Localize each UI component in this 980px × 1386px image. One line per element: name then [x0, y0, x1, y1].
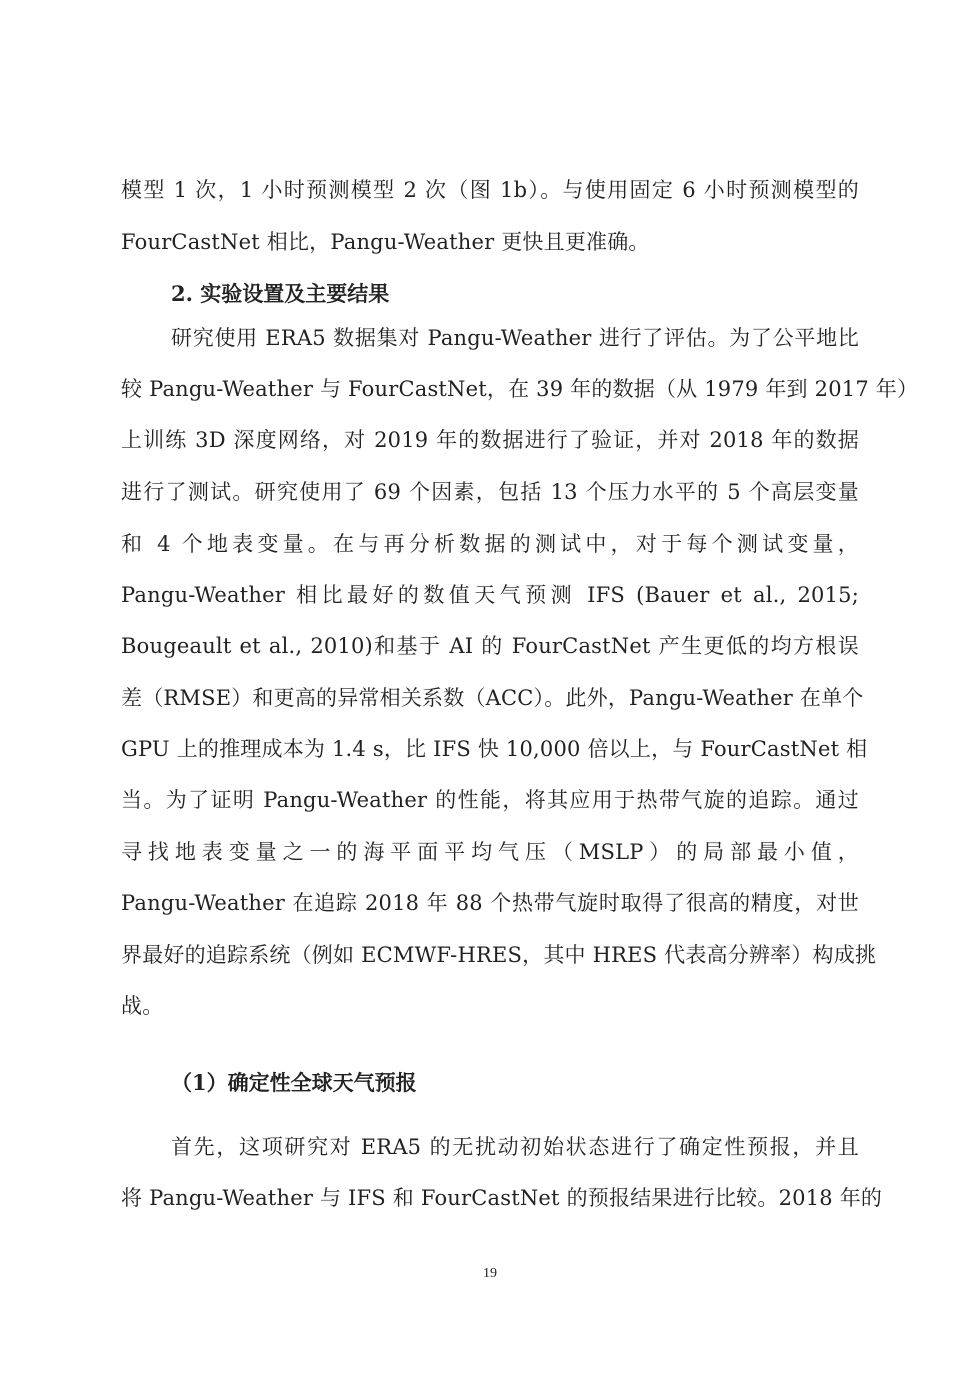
subsection-heading: （1）确定性全球天气预报: [171, 1070, 417, 1095]
section-heading: 2. 实验设置及主要结果: [171, 281, 390, 306]
paragraph-line: 战。: [121, 994, 164, 1018]
paragraph-line: 上训练 3D 深度网络，对 2019 年的数据进行了验证，并对 2018 年的数据: [121, 428, 859, 452]
paragraph-line: Bougeault et al., 2010)和基于 AI 的 FourCastNet 产生更低的均方根误: [121, 634, 859, 658]
paragraph-line: 和 4 个地表变量。在与再分析数据的测试中，对于每个测试变量，: [121, 532, 859, 556]
paragraph-line: GPU 上的推理成本为 1.4 s，比 IFS 快 10,000 倍以上，与 FourCastNet 相: [121, 737, 868, 761]
paragraph-line: 进行了测试。研究使用了 69 个因素，包括 13 个压力水平的 5 个高层变量: [121, 480, 859, 504]
paragraph-line: Pangu-Weather 在追踪 2018 年 88 个热带气旋时取得了很高的精度，对世: [121, 891, 859, 915]
paragraph-line: 首先，这项研究对 ERA5 的无扰动初始状态进行了确定性预报，并且: [171, 1135, 859, 1159]
paragraph-line: 将 Pangu-Weather 与 IFS 和 FourCastNet 的预报结果进行比较。2018 年的: [121, 1186, 883, 1210]
page-number: 19: [483, 1266, 497, 1281]
paragraph-line: 模型 1 次，1 小时预测模型 2 次（图 1b）。与使用固定 6 小时预测模型的: [121, 178, 859, 202]
paragraph-line: 界最好的追踪系统（例如 ECMWF-HRES，其中 HRES 代表高分辨率）构成挑: [121, 943, 877, 967]
paragraph-line: 研究使用 ERA5 数据集对 Pangu-Weather 进行了评估。为了公平地比: [171, 326, 859, 350]
paragraph-line: Pangu-Weather 相比最好的数值天气预测 IFS (Bauer et al., 2015;: [121, 583, 859, 607]
paragraph-line: FourCastNet 相比，Pangu-Weather 更快且更准确。: [121, 230, 650, 254]
paragraph-line: 寻找地表变量之一的海平面平均气压（MSLP）的局部最小值，: [121, 840, 859, 864]
paragraph-line: 差（RMSE）和更高的异常相关系数（ACC）。此外，Pangu-Weather 在单个: [121, 686, 864, 710]
paragraph-line: 较 Pangu-Weather 与 FourCastNet，在 39 年的数据（从 1979 年到 2017 年）: [121, 377, 919, 401]
paragraph-line: 当。为了证明 Pangu-Weather 的性能，将其应用于热带气旋的追踪。通过: [121, 788, 859, 812]
